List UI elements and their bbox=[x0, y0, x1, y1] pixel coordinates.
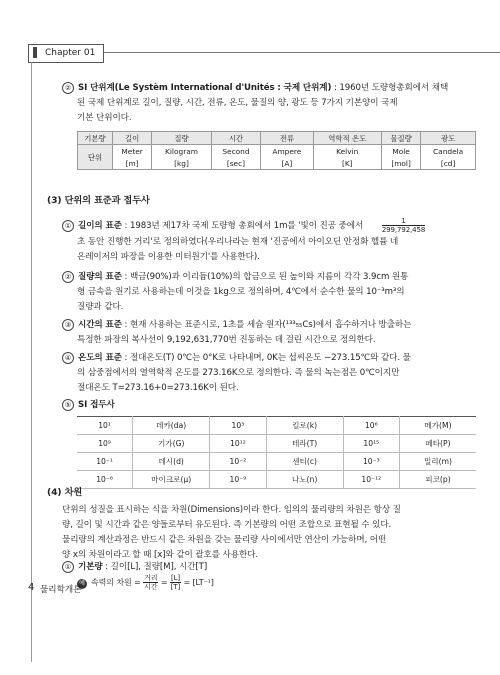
prefix-value: 10¹² bbox=[210, 435, 266, 453]
si-item-line1 bbox=[62, 82, 448, 94]
temp-line3: 절대온도 T=273.16+0=273.16K이 된다. bbox=[77, 383, 239, 393]
item-number: ② bbox=[62, 82, 74, 94]
mass-text: : 백금(90%)과 이리듐(10%)의 합금으로 된 높이와 지름이 각각 3.9cm 원통 bbox=[121, 272, 409, 282]
fraction-numerator: [L] bbox=[170, 574, 180, 582]
prefix-row bbox=[77, 435, 476, 453]
section4-heading: (4) 차원 bbox=[47, 487, 83, 498]
si-unit-symbol: [mol] bbox=[381, 157, 420, 170]
item-number: ① bbox=[62, 220, 74, 232]
si-unit-symbol: [K] bbox=[313, 157, 381, 170]
distance-over-time bbox=[143, 574, 158, 591]
si-quantity: 물질량 bbox=[381, 132, 420, 145]
prefix-name: 센티(c) bbox=[266, 453, 343, 471]
length-line1 bbox=[62, 217, 425, 234]
example-mark: 예 bbox=[77, 579, 87, 589]
fraction-numerator: 1 bbox=[382, 217, 425, 226]
si-unit-symbol: [A] bbox=[261, 157, 313, 170]
si-quantity: 광도 bbox=[421, 132, 476, 145]
temp-term: 온도의 표준 bbox=[78, 353, 122, 363]
prefix-value: 10¹⁵ bbox=[343, 435, 399, 453]
example-prefix: 속력의 차원 = bbox=[91, 578, 141, 587]
si-term: SI 단위계(Le Systèm International d'Unités : 국제 단위계) bbox=[78, 83, 332, 93]
length-fraction bbox=[382, 217, 425, 234]
base-quantity-line bbox=[62, 561, 207, 573]
prefix-name: 페타(P) bbox=[399, 435, 476, 453]
prefix-value: 10⁻² bbox=[210, 453, 266, 471]
si-quantity: 역학적 온도 bbox=[313, 132, 381, 145]
time-text: : 현재 사용하는 표준시로, 1초를 세슘 원자(¹³³₅₅Cs)에서 흡수하거나 방출하는 bbox=[121, 320, 412, 330]
length-text: : 1983년 제17차 국제 도량형 총회에서 1m를 '빛이 진공 중에서 bbox=[121, 221, 364, 231]
si-item-line2: 된 국제 단위계로 길이, 질량, 시간, 전류, 온도, 물질의 양, 광도 등 7가지 기본양이 국제 bbox=[77, 98, 398, 108]
prefix-name: 피코(p) bbox=[399, 471, 476, 489]
si-unit-name: Meter bbox=[113, 145, 152, 158]
si-unit-symbol: [m] bbox=[113, 157, 152, 170]
prefix-value: 10⁶ bbox=[343, 417, 399, 435]
dimension-line1: 단위의 성질을 표시하는 식을 차원(Dimensions)이라 한다. 임의의 물리량의 차원은 항상 질 bbox=[62, 505, 401, 515]
mass-line2: 형 금속을 원기로 사용하는데 이것을 1kg으로 정의하며, 4℃에서 순수한 물의 10⁻³m³의 bbox=[77, 287, 405, 297]
length-term: 길이의 표준 bbox=[78, 221, 122, 231]
si-name-row bbox=[78, 145, 476, 158]
mass-term: 질량의 표준 bbox=[78, 272, 122, 282]
si-prefix-table bbox=[77, 416, 476, 489]
si-unit-name: Mole bbox=[381, 145, 420, 158]
fraction-denominator: [T] bbox=[170, 583, 181, 591]
mass-line3: 질량과 같다. bbox=[77, 302, 124, 312]
prefix-name: 데카(da) bbox=[133, 417, 210, 435]
prefix-value: 10⁻¹² bbox=[343, 471, 399, 489]
si-unit-name: Kelvin bbox=[313, 145, 381, 158]
prefix-term: SI 접두사 bbox=[78, 400, 115, 410]
item-number: ④ bbox=[62, 352, 74, 364]
prefix-name: 기가(G) bbox=[133, 435, 210, 453]
prefix-value: 10⁻³ bbox=[343, 453, 399, 471]
prefix-value: 10⁻¹ bbox=[77, 453, 133, 471]
si-quantity: 질량 bbox=[152, 132, 211, 145]
prefix-value: 10³ bbox=[210, 417, 266, 435]
chapter-tab: Chapter 01 bbox=[28, 44, 104, 63]
dimension-line4: 양 x의 차원이라고 할 때 [x]와 같이 괄호를 사용한다. bbox=[62, 550, 258, 560]
fraction-denominator: 299,792,458 bbox=[381, 226, 426, 234]
mass-line1 bbox=[62, 271, 408, 283]
time-term: 시간의 표준 bbox=[78, 320, 122, 330]
prefix-name: 킬로(k) bbox=[266, 417, 343, 435]
si-quantity: 길이 bbox=[113, 132, 152, 145]
speed-dimension-example bbox=[77, 574, 214, 591]
item-number: ② bbox=[62, 271, 74, 283]
si-row-label: 단위 bbox=[78, 145, 113, 170]
si-unit-name: Kilogram bbox=[152, 145, 211, 158]
dimension-line3: 물리량의 계산과정은 반드시 같은 차원을 갖는 물리량 사이에서만 연산이 가능하며, 어떤 bbox=[62, 535, 387, 545]
si-unit-name: Ampere bbox=[261, 145, 313, 158]
prefix-row bbox=[77, 417, 476, 435]
length-line3: 온레이저의 파장을 이용한 미터원기'를 사용한다). bbox=[77, 252, 260, 262]
si-unit-symbol: [cd] bbox=[421, 157, 476, 170]
prefix-value: 10⁹ bbox=[77, 435, 133, 453]
si-units-table bbox=[77, 131, 476, 170]
si-quantity-row bbox=[78, 132, 476, 145]
si-quantity: 시간 bbox=[211, 132, 260, 145]
length-line2: 초 동안 진행한 거리'로 정의하였다(우리나라는 현재 '진공에서 아이오딘 안정화 헬륨 네 bbox=[77, 237, 399, 247]
prefix-name: 마이크로(μ) bbox=[133, 471, 210, 489]
length-over-time-dimension bbox=[170, 574, 181, 591]
si-line1-text: : 1960년 도량형총회에서 채택 bbox=[331, 83, 449, 93]
section3-heading: (3) 단위의 표준과 접두사 bbox=[47, 195, 150, 206]
si-symbol-row bbox=[78, 157, 476, 170]
prefix-value: 10⁻⁶ bbox=[77, 471, 133, 489]
base-quantity-text: : 길이[L], 질량[M], 시간[T] bbox=[102, 562, 208, 572]
prefix-name: 테라(T) bbox=[266, 435, 343, 453]
item-number: ③ bbox=[62, 319, 74, 331]
temp-line2: 의 삼중점에서의 열역학적 온도를 273.16K으로 정의한다. 즉 물의 녹는점은 0℃이지만 bbox=[77, 368, 400, 378]
time-line2: 특정한 파장의 복사선이 9,192,631,770번 진동하는 데 걸린 시간으로 정의한다. bbox=[77, 335, 376, 345]
prefix-value: 10¹ bbox=[77, 417, 133, 435]
prefix-value: 10⁻⁹ bbox=[210, 471, 266, 489]
fraction-numerator: 거리 bbox=[144, 574, 158, 582]
prefix-row bbox=[77, 471, 476, 489]
page-number: 4 bbox=[28, 582, 35, 593]
time-line1 bbox=[62, 319, 411, 331]
equals-sign: = bbox=[160, 578, 168, 587]
si-row-label: 기본량 bbox=[78, 132, 113, 145]
prefix-heading bbox=[62, 399, 115, 411]
fraction-denominator: 시간 bbox=[144, 583, 158, 591]
si-item-line3: 기본 단위이다. bbox=[77, 113, 132, 123]
margin-rule bbox=[31, 62, 32, 662]
item-number: ⑤ bbox=[62, 399, 74, 411]
example-result: = [LT⁻¹] bbox=[183, 578, 214, 587]
temp-text: : 절대온도(T) 0℃는 0°K로 나타내며, 0K는 섭씨온도 −273.15℃와 같다. 물 bbox=[121, 353, 411, 363]
dimension-line2: 량, 길이 및 시간과 같은 양들로부터 유도된다. 즉 기본량의 어떤 조합으로 표현될 수 있다. bbox=[62, 520, 392, 530]
si-unit-symbol: [sec] bbox=[211, 157, 260, 170]
si-unit-name: Second bbox=[211, 145, 260, 158]
si-unit-symbol: [kg] bbox=[152, 157, 211, 170]
temp-line1 bbox=[62, 352, 411, 364]
prefix-row bbox=[77, 453, 476, 471]
prefix-name: 메가(M) bbox=[399, 417, 476, 435]
item-number: ① bbox=[62, 561, 74, 573]
prefix-name: 밀리(m) bbox=[399, 453, 476, 471]
si-quantity: 전류 bbox=[261, 132, 313, 145]
prefix-name: 나노(n) bbox=[266, 471, 343, 489]
prefix-name: 데시(d) bbox=[133, 453, 210, 471]
si-unit-name: Candela bbox=[421, 145, 476, 158]
base-quantity-term: 기본량 bbox=[78, 562, 103, 572]
book-title: 물리학개론 bbox=[40, 585, 82, 595]
